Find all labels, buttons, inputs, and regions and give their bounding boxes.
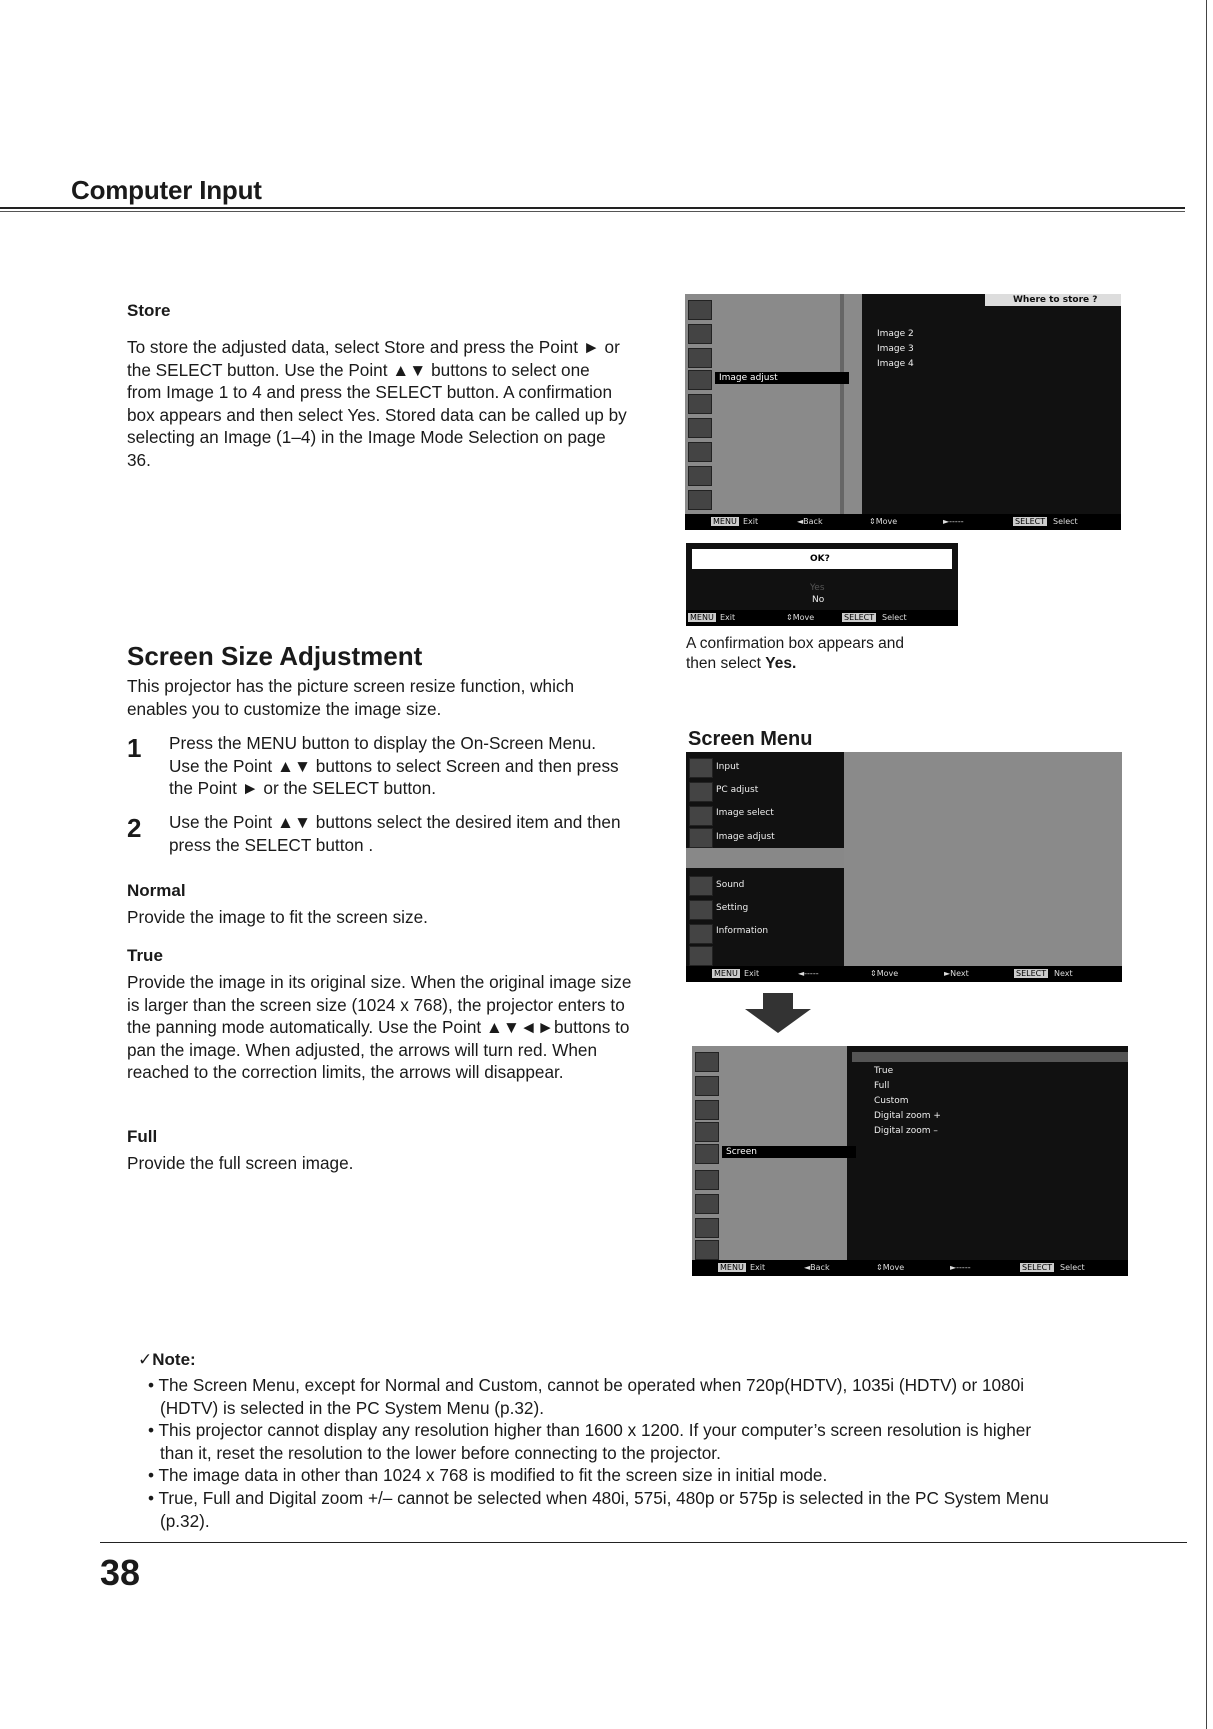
input-icon [695,1052,719,1072]
next-hint: ►----- [943,517,964,526]
information-icon [688,466,712,486]
header-rule-thin [0,211,1185,212]
screen-menu-screenshot [686,752,1122,982]
where-to-store-label: Where to store ? [1013,295,1098,305]
back-hint: ◄Back [804,1263,830,1272]
note-item-text: The image data in other than 1024 x 768 is modified to fit the screen size in initial mode. [158,1465,828,1486]
store-osd-screenshot [685,294,1121,530]
store-osd-image-2: Image 2 [877,329,914,339]
menu-key-label: MENU [713,517,737,526]
store-osd-selected-item: Image adjust [715,372,849,384]
screen-submenu-custom: Custom [874,1096,909,1106]
setting-icon [688,442,712,462]
true-text: Provide the image in its original size. When the original image size is larger than the screen size (1024 x 768), the projector enters to the panning mode automatically. Use the Point ▲▼◄►buttons to pan the image. When adjusted, the arrows will turn red. When reached to the correction limits, the arrows will disappear. [127,972,632,1083]
input-icon [689,758,713,778]
screen-menu-item-setting: Setting [716,903,749,913]
network-icon [689,946,713,966]
store-heading: Store [127,301,171,320]
note-heading: ✓Note: [138,1350,196,1369]
move-hint: ⇕Move [869,517,898,526]
back-hint: ◄----- [798,969,819,978]
store-osd-image-3: Image 3 [877,344,914,354]
setting-icon [695,1194,719,1214]
screen-menu-item-pc-adjust: PC adjust [716,785,759,795]
confirm-no-option: No [812,595,825,605]
normal-heading: Normal [127,881,186,900]
image-adjust-icon [689,828,713,848]
confirm-question: OK? [810,554,830,564]
true-heading: True [127,946,163,965]
confirm-osd-screenshot [686,543,958,626]
down-arrow-icon [745,993,811,1033]
screen-submenu-digital-zoom-plus: Digital zoom + [874,1111,941,1121]
menu-key-label: MENU [714,969,738,978]
page-number: 38 [100,1552,141,1593]
confirm-caption-yes: Yes. [765,655,797,672]
confirm-caption [686,634,986,674]
setting-icon [689,900,713,920]
image-adjust-icon [688,370,712,390]
note-item: • The Screen Menu, except for Normal and Custom, cannot be operated when 720p(HDTV), 1035i (HDTV) or 1080i (HDTV) is selected in the PC System Menu (p.32). [148,1375,1025,1418]
pc-adjust-icon [695,1076,719,1096]
ssa-heading: Screen Size Adjustment [127,641,423,671]
network-icon [688,490,712,510]
confirm-caption-prefix: then select [686,655,766,672]
image-adjust-icon [695,1122,719,1142]
select-hint: Next [1054,969,1073,978]
menu-key-label: MENU [690,613,714,622]
ssa-intro: This projector has the picture screen resize function, which enables you to customize the image size. [127,676,575,719]
select-key-label: SELECT [1016,969,1047,978]
screen-menu-status-bar [686,966,1122,982]
store-osd-submenu [844,294,862,514]
screen-submenu-full: Full [874,1081,890,1091]
menu-key-label: MENU [720,1263,744,1272]
screen-menu-item-sound: Sound [716,880,745,890]
screen-submenu-selected: Screen [722,1146,856,1158]
step-1-text: Press the MENU button to display the On-Screen Menu. Use the Point ▲▼ buttons to select Screen and then press the Point ► or the SELECT button. [169,733,619,799]
section-title: Computer Input [71,175,262,205]
step-2-number: 2 [127,813,142,843]
step-1-number: 1 [127,733,142,763]
screen-submenu-true: True [874,1066,894,1076]
select-hint: Select [1060,1263,1085,1272]
sound-icon [688,418,712,438]
select-hint: Select [882,613,907,622]
screen-menu-item-input: Input [716,762,740,772]
select-key-label: SELECT [1015,517,1046,526]
store-paragraph: To store the adjusted data, select Store and press the Point ► or the SELECT button. Use the Point ▲▼ buttons to select one from Image 1 to 4 and press the SELECT button. A confirmation box appears and then select Yes. Stored data can be called up by selecting an Image (1–4) in the Image Mode Selection on page 36. [127,337,627,470]
move-hint: ⇕Move [786,613,815,622]
image-select-icon [689,806,713,826]
store-osd-status-bar [685,514,1121,530]
note-item: • The image data in other than 1024 x 768 is modified to fit the screen size in initial mode. [148,1465,828,1486]
page-edge-line [1206,0,1207,1729]
confirm-yes-option: Yes [810,583,825,593]
screen-submenu-digital-zoom-minus: Digital zoom – [874,1126,938,1136]
information-icon [695,1218,719,1238]
screen-icon [695,1144,719,1164]
store-osd-image-4: Image 4 [877,359,914,369]
move-hint: ⇕Move [876,1263,905,1272]
network-icon [695,1240,719,1260]
step-2-text: Use the Point ▲▼ buttons select the desired item and then press the SELECT button . [169,812,621,855]
pc-adjust-icon [688,324,712,344]
next-hint: ►Next [944,969,969,978]
select-key-label: SELECT [1022,1263,1053,1272]
exit-hint: Exit [720,613,736,622]
pc-adjust-icon [689,782,713,802]
confirm-osd-status-bar [686,610,958,626]
input-icon [688,300,712,320]
image-select-icon [695,1100,719,1120]
confirm-caption-line2 [686,654,986,674]
header-rule [0,207,1185,209]
exit-hint: Exit [744,969,760,978]
note-item: • True, Full and Digital zoom +/– cannot be selected when 480i, 575i, 480p or 575p is selected in the PC System Menu (p.32). [148,1487,1049,1531]
confirm-caption-line1: A confirmation box appears and [686,635,904,652]
note-item: • This projector cannot display any resolution higher than 1600 x 1200. If your computer’s screen resolution is higher than it, reset the resolution to the lower before connecting to the projector. [148,1420,1032,1463]
note-list [148,1374,1068,1532]
screen-menu-item-image-select: Image select [716,808,774,818]
move-hint: ⇕Move [870,969,899,978]
note-item-text: This projector cannot display any resolution higher than 1600 x 1200. If your computer’s screen resolution is higher than it, reset the resolution to the lower before connecting to the projector. [158,1420,1032,1463]
back-hint: ◄Back [797,517,823,526]
next-hint: ►----- [950,1263,971,1272]
select-hint: Select [1053,517,1078,526]
information-icon [689,924,713,944]
screen-menu-label: Screen Menu [688,728,813,750]
sound-icon [695,1170,719,1190]
screen-submenu-normal-row [852,1052,1128,1062]
image-select-icon [688,348,712,368]
screen-submenu-screenshot [692,1046,1128,1276]
screen-icon [688,394,712,414]
note-item-text: True, Full and Digital zoom +/– cannot be selected when 480i, 575i, 480p or 575p is selected in the PC System Menu (p.32). [158,1487,1049,1531]
screen-menu-item-image-adjust: Image adjust [716,832,775,842]
exit-hint: Exit [750,1263,766,1272]
exit-hint: Exit [743,517,759,526]
full-heading: Full [127,1127,158,1146]
full-text: Provide the full screen image. [127,1153,354,1173]
screen-menu-highlight [686,848,844,868]
sound-icon [689,876,713,896]
footer-rule [100,1542,1187,1543]
normal-text: Provide the image to fit the screen size. [127,907,428,927]
note-item-text: The Screen Menu, except for Normal and Custom, cannot be operated when 720p(HDTV), 1035i (HDTV) or 1080i (HDTV) is selected in the PC System Menu (p.32). [158,1375,1025,1418]
screen-submenu-status-bar [692,1260,1128,1276]
screen-menu-right-panel [844,752,1122,966]
select-key-label: SELECT [844,613,875,622]
screen-menu-item-information: Information [716,926,769,936]
